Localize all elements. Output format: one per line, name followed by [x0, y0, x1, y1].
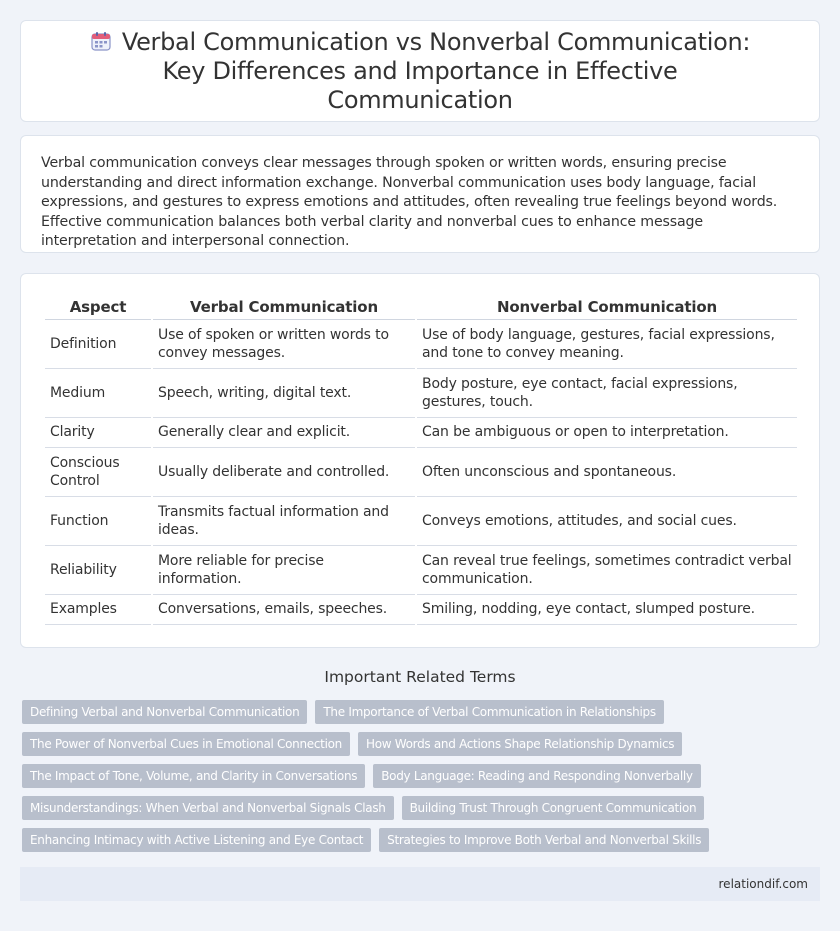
- cell-aspect: Reliability: [45, 547, 151, 595]
- related-term-tag[interactable]: How Words and Actions Shape Relationship Dynamics: [358, 732, 682, 756]
- calendar-icon: [90, 30, 112, 52]
- comparison-table-card: [20, 273, 820, 648]
- comparison-table: [43, 294, 799, 626]
- summary-card: [20, 135, 820, 253]
- tag-row: [22, 700, 822, 724]
- tag-row: [22, 796, 822, 820]
- title-card: [20, 20, 820, 122]
- cell-verbal: Use of spoken or written words to convey messages.: [153, 321, 415, 369]
- related-term-tag[interactable]: The Power of Nonverbal Cues in Emotional Connection: [22, 732, 350, 756]
- cell-nonverbal: Smiling, nodding, eye contact, slumped posture.: [417, 596, 797, 625]
- cell-nonverbal: Use of body language, gestures, facial expressions, and tone to convey meaning.: [417, 321, 797, 369]
- cell-nonverbal: Body posture, eye contact, facial expressions, gestures, touch.: [417, 370, 797, 418]
- related-term-tag[interactable]: Building Trust Through Congruent Communication: [402, 796, 705, 820]
- table-header-row: [45, 295, 797, 320]
- cell-aspect: Medium: [45, 370, 151, 418]
- page-title: [70, 28, 770, 115]
- cell-aspect: Conscious Control: [45, 449, 151, 497]
- cell-verbal: Usually deliberate and controlled.: [153, 449, 415, 497]
- cell-aspect: Examples: [45, 596, 151, 625]
- cell-aspect: Clarity: [45, 419, 151, 448]
- footer: [20, 867, 820, 901]
- summary-text: Verbal communication conveys clear messages through spoken or written words, ensuring precise understanding and direct information exchange. Nonverbal communication uses body language, facial expressions, and gestures to express emotions and attitudes, often revealing true feelings beyond words. Effective communication balances both verbal clarity and nonverbal cues to enhance message interpretation and interpersonal connection.: [41, 155, 778, 249]
- table-row: [45, 321, 797, 369]
- cell-nonverbal: Can reveal true feelings, sometimes contradict verbal communication.: [417, 547, 797, 595]
- cell-aspect: Function: [45, 498, 151, 546]
- related-term-tag[interactable]: The Impact of Tone, Volume, and Clarity in Conversations: [22, 764, 365, 788]
- related-term-tag[interactable]: Misunderstandings: When Verbal and Nonverbal Signals Clash: [22, 796, 394, 820]
- tag-row: [22, 764, 822, 788]
- page-title-text: Verbal Communication vs Nonverbal Communication: Key Differences and Importance in Effective Communication: [121, 27, 751, 114]
- related-term-tag[interactable]: Body Language: Reading and Responding Nonverbally: [373, 764, 700, 788]
- related-term-tag[interactable]: Defining Verbal and Nonverbal Communication: [22, 700, 307, 724]
- cell-nonverbal: Can be ambiguous or open to interpretation.: [417, 419, 797, 448]
- cell-verbal: More reliable for precise information.: [153, 547, 415, 595]
- column-header-nonverbal: Nonverbal Communication: [417, 295, 797, 320]
- cell-verbal: Speech, writing, digital text.: [153, 370, 415, 418]
- tag-row: [22, 732, 822, 756]
- cell-verbal: Conversations, emails, speeches.: [153, 596, 415, 625]
- column-header-verbal: Verbal Communication: [153, 295, 415, 320]
- footer-site-link[interactable]: relationdif.com: [718, 877, 808, 891]
- table-row: [45, 419, 797, 448]
- related-terms-list: [22, 700, 822, 860]
- cell-nonverbal: Conveys emotions, attitudes, and social cues.: [417, 498, 797, 546]
- cell-verbal: Generally clear and explicit.: [153, 419, 415, 448]
- related-terms-title: Important Related Terms: [324, 668, 516, 686]
- table-row: [45, 596, 797, 625]
- tag-row: [22, 828, 822, 852]
- table-row: [45, 498, 797, 546]
- cell-nonverbal: Often unconscious and spontaneous.: [417, 449, 797, 497]
- related-term-tag[interactable]: Strategies to Improve Both Verbal and Nonverbal Skills: [379, 828, 709, 852]
- table-row: [45, 449, 797, 497]
- cell-verbal: Transmits factual information and ideas.: [153, 498, 415, 546]
- related-term-tag[interactable]: Enhancing Intimacy with Active Listening and Eye Contact: [22, 828, 371, 852]
- column-header-aspect: Aspect: [45, 295, 151, 320]
- related-term-tag[interactable]: The Importance of Verbal Communication in Relationships: [315, 700, 663, 724]
- table-row: [45, 547, 797, 595]
- table-row: [45, 370, 797, 418]
- cell-aspect: Definition: [45, 321, 151, 369]
